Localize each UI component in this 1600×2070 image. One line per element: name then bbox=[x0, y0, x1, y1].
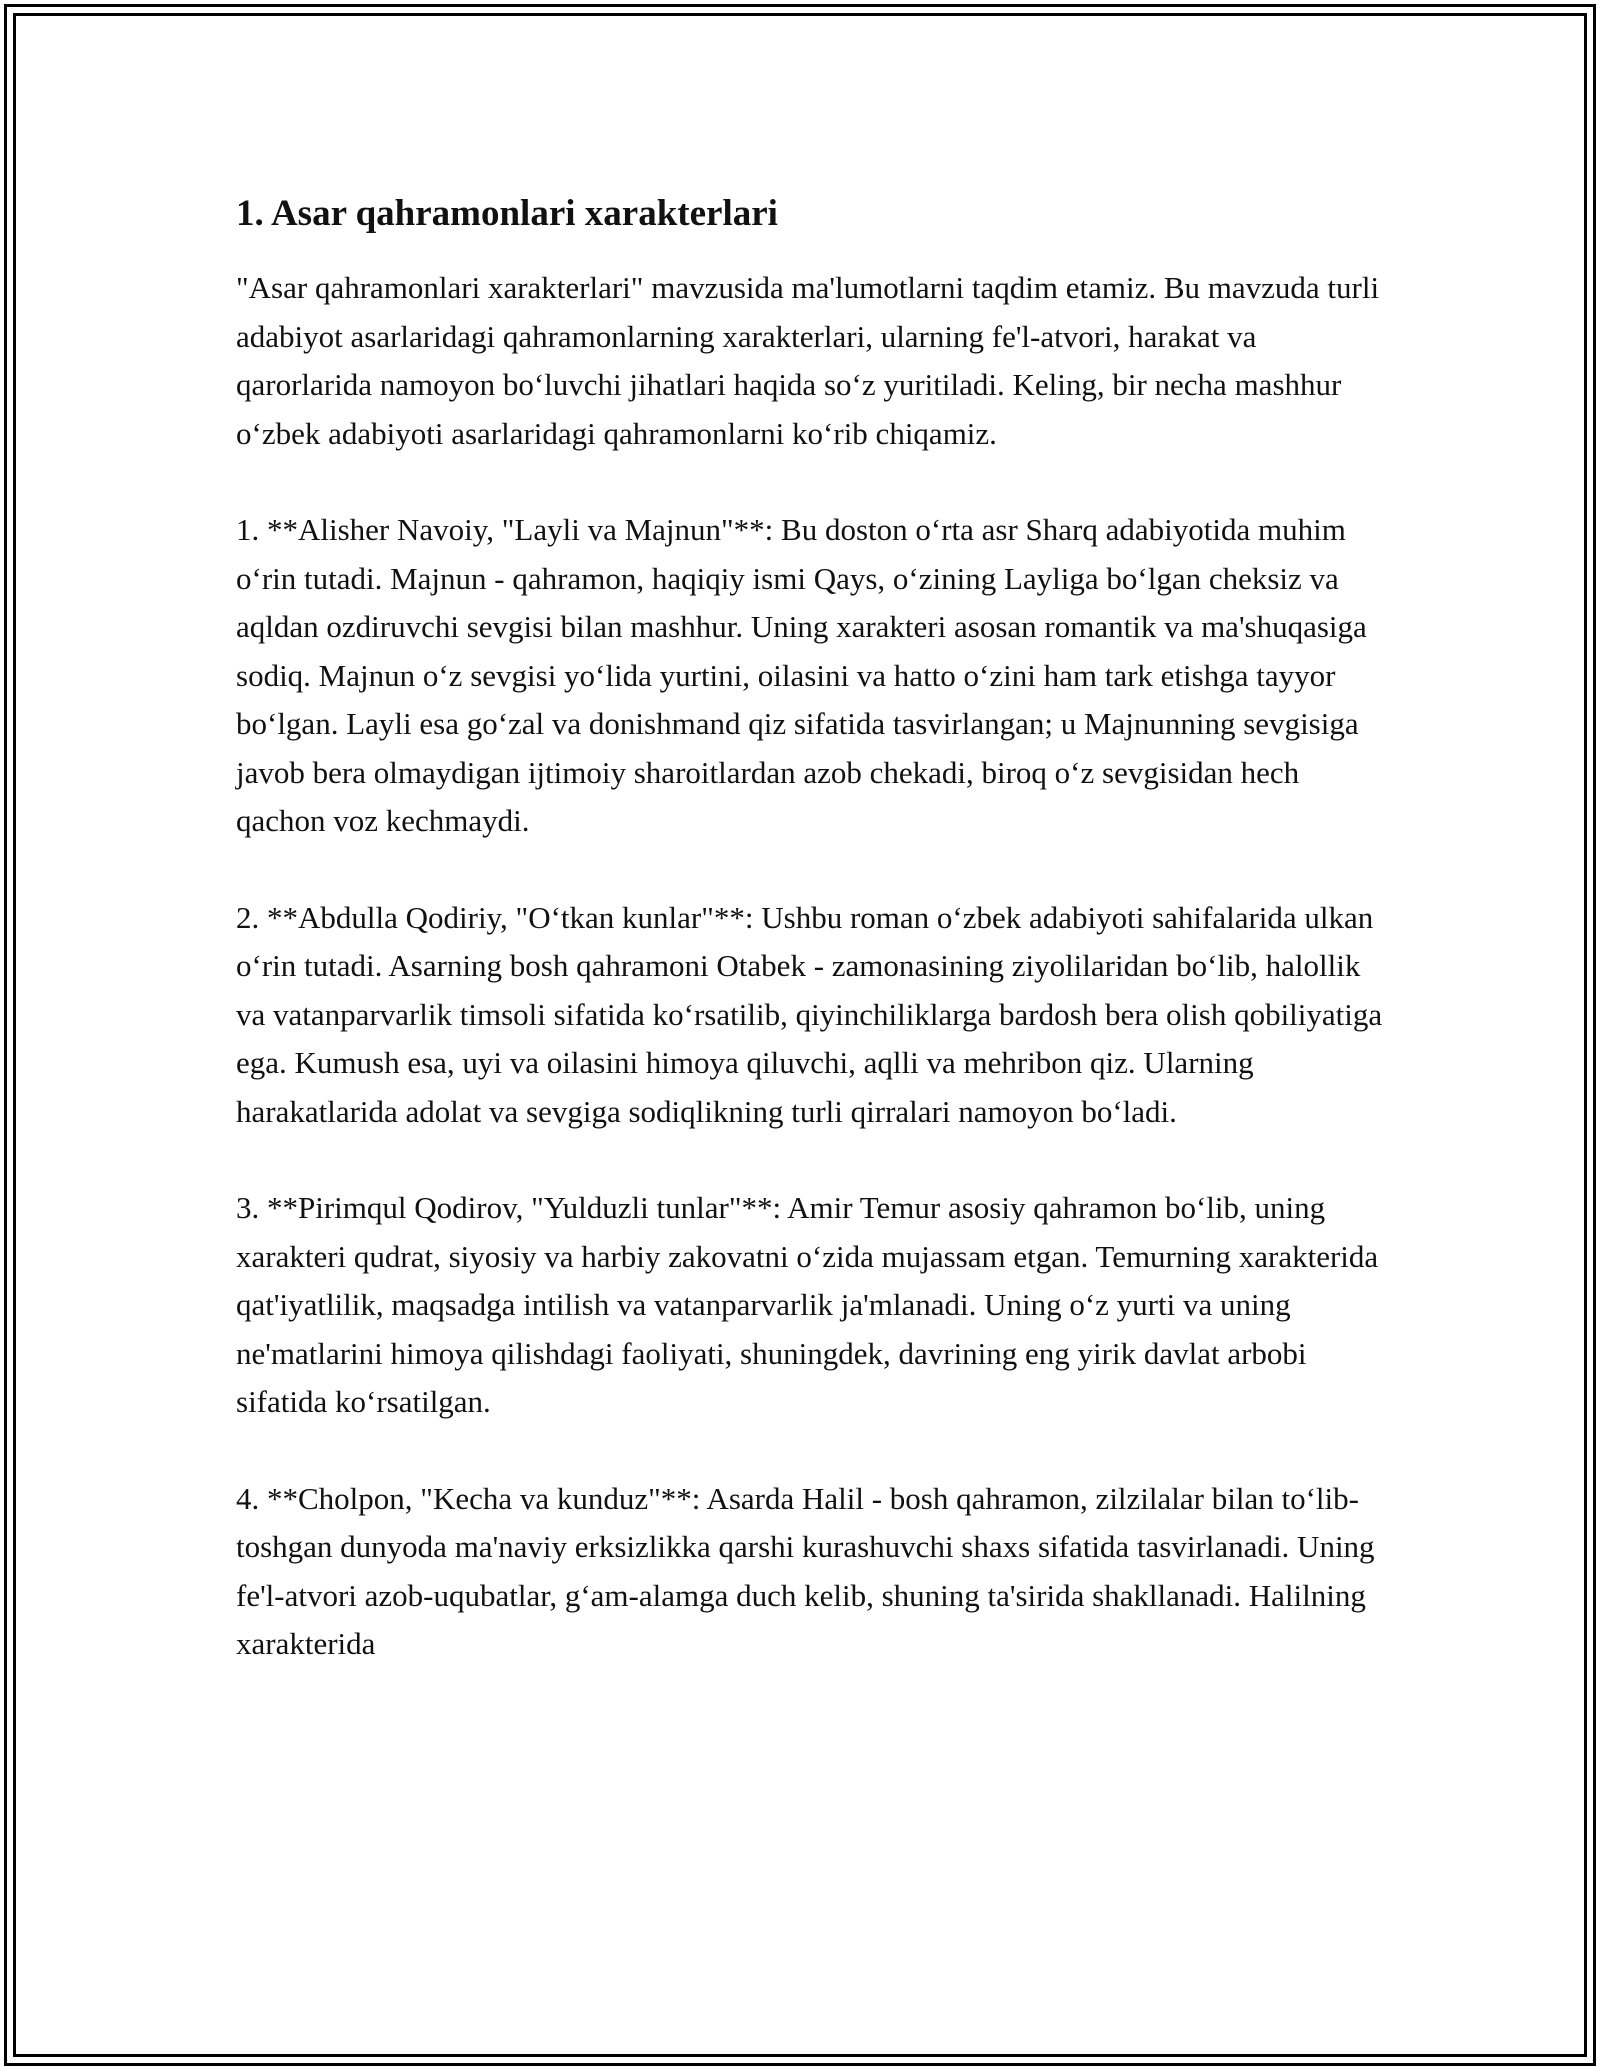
section-heading: 1. Asar qahramonlari xarakterlari bbox=[236, 193, 778, 234]
list-item-navoiy: 1. **Alisher Navoiy, "Layli va Majnun"**: Bu doston oʻrta asr Sharq adabiyotida muhim oʻrin tutadi. Majnun - qahramon, haqiqiy ismi Qays, oʻzining Layliga boʻlgan cheksiz va aqldan ozdiruvchi sevgisi bilan mashhur. Uning xarakteri asosan romantik va ma'shuqasiga sodiq. Majnun oʻz sevgisi yoʻlida yurtini, oilasini va hatto oʻzini ham tark etishga tayyor boʻlgan. Layli esa goʻzal va donishmand qiz sifatida tasvirlangan; u Majnunning sevgisiga javob bera olmaydigan ijtimoiy sharoitlardan azob chekadi, biroq oʻz sevgisidan hech qachon voz kechmaydi. bbox=[236, 512, 1367, 838]
list-item-qodirov: 3. **Pirimqul Qodirov, "Yulduzli tunlar"**: Amir Temur asosiy qahramon boʻlib, uning xarakteri qudrat, siyosiy va harbiy zakovatni oʻzida mujassam etgan. Temurning xarakterida qat'iyatlilik, maqsadga intilish va vatanparvarlik ja'mlanadi. Uning oʻz yurti va uning ne'matlarini himoya qilishdagi faoliyati, shuningdek, davrining eng yirik davlat arbobi sifatida koʻrsatilgan. bbox=[236, 1190, 1379, 1419]
list-item-cholpon: 4. **Cholpon, "Kecha va kunduz"**: Asarda Halil - bosh qahramon, zilzilalar bilan toʻlib-toshgan dunyoda ma'naviy erksizlikka qarshi kurashuvchi shaxs sifatida tasvirlanadi. Uning fe'l-atvori azob-uqubatlar, gʻam-alamga duch kelib, shuning ta'sirida shakllanadi. Halilning xarakterida bbox=[236, 1480, 1375, 1661]
list-item-qodiriy: 2. **Abdulla Qodiriy, "Oʻtkan kunlar"**: Ushbu roman oʻzbek adabiyoti sahifalarida ulkan oʻrin tutadi. Asarning bosh qahramoni Otabek - zamonasining ziyolilaridan boʻlib, halollik va vatanparvarlik timsoli sifatida koʻrsatilib, qiyinchiliklarga bardosh bera olish qobiliyatiga ega. Kumush esa, uyi va oilasini himoya qiluvchi, aqlli va mehribon qiz. Ularning harakatlarida adolat va sevgiga sodiqlikning turli qirralari namoyon boʻladi. bbox=[236, 899, 1383, 1129]
document-body bbox=[236, 188, 1386, 1669]
intro-paragraph: "Asar qahramonlari xarakterlari" mavzusida ma'lumotlarni taqdim etamiz. Bu mavzuda turli adabiyot asarlaridagi qahramonlarning xarakterlari, ularning fe'l-atvori, harakat va qarorlarida namoyon boʻluvchi jihatlari haqida soʻz yuritiladi. Keling, bir necha mashhur oʻzbek adabiyoti asarlaridagi qahramonlarni koʻrib chiqamiz. bbox=[236, 270, 1380, 451]
